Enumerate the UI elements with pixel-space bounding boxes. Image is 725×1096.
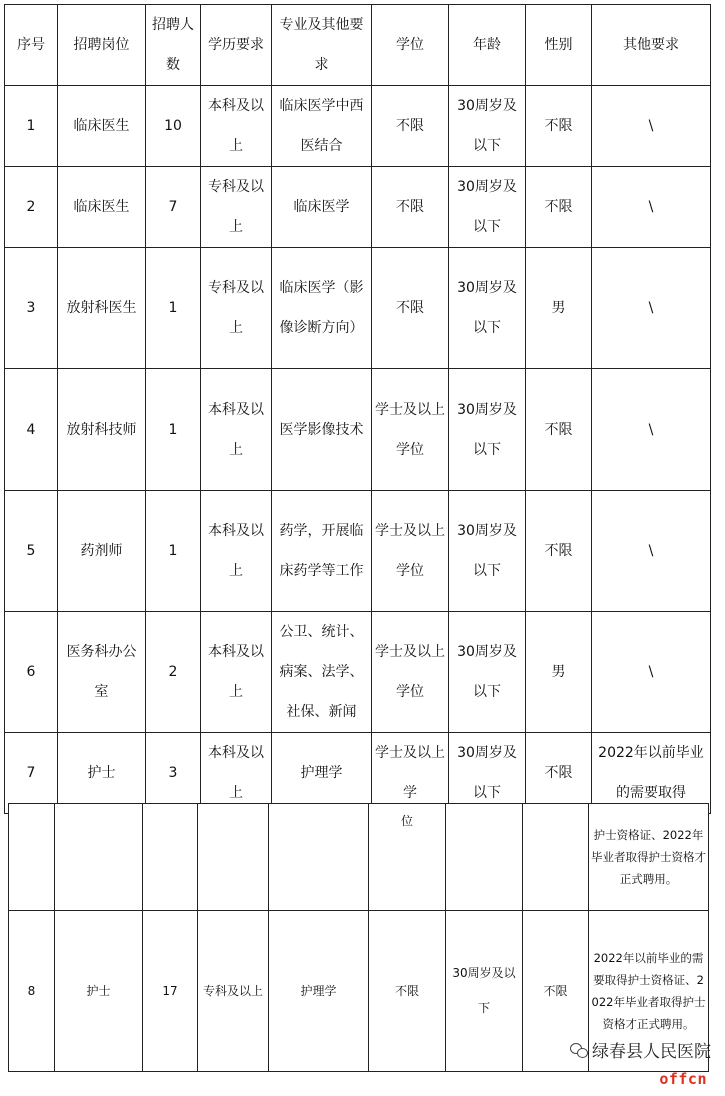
cell-degree-text: 学士及以上学位 (375, 401, 445, 458)
cell-gender (526, 612, 592, 733)
cell-major (272, 612, 372, 733)
table-row (5, 86, 711, 167)
cell-edu-text: 本科及以上 (208, 644, 264, 700)
cell-gender-text: 不限 (544, 118, 573, 134)
cell-major (272, 369, 372, 491)
cell-seq (5, 369, 58, 491)
cell-seq-text: 5 (26, 543, 36, 559)
cell-degree-text: 学士及以上学位 (375, 644, 445, 700)
cell-edu-text: 本科及以上 (208, 98, 264, 154)
cell-other-text: \ (648, 421, 654, 438)
cell-other (592, 369, 711, 491)
cell-gender (526, 167, 592, 248)
cell-seq (9, 911, 55, 1072)
cell-post-text: 药剂师 (80, 543, 123, 559)
header-cell (201, 5, 272, 86)
cell-seq-text: 1 (26, 118, 36, 134)
cell-age (449, 491, 526, 612)
cell-post-text: 护士 (87, 765, 116, 781)
cell-other (592, 491, 711, 612)
cell-degree-text: 不限 (396, 300, 424, 316)
cell-age-text: 30周岁及以下 (457, 523, 517, 579)
header-cell-text: 序号 (17, 37, 45, 53)
cell-num-text: 1 (168, 300, 178, 316)
cell-major (272, 167, 372, 248)
cell-seq-text: 3 (26, 300, 36, 316)
cell-other (592, 612, 711, 733)
cell-post-text: 放射科技师 (66, 421, 137, 438)
cell-gender-text: 不限 (544, 421, 573, 438)
header-cell-text: 学位 (396, 37, 424, 53)
cell-gender-text: 不限 (544, 765, 573, 781)
cell-edu-text: 本科及以上 (208, 401, 264, 458)
cell-edu (201, 167, 272, 248)
cell-other-text: \ (648, 199, 654, 215)
cell-major-text: 临床医学 (293, 199, 350, 215)
cell-edu (201, 86, 272, 167)
cell-post-text: 临床医生 (73, 118, 130, 134)
cell-post-text: 护士 (86, 983, 111, 998)
cell-age (449, 612, 526, 733)
cell-degree-text: 不限 (394, 983, 419, 998)
header-cell (526, 5, 592, 86)
header-cell (449, 5, 526, 86)
cell-post (58, 167, 146, 248)
cell-edu-text: 专科及以上 (202, 983, 263, 998)
cell-degree-text: 不限 (396, 118, 424, 134)
cell-other-text: \ (648, 300, 654, 316)
watermark-text: 绿春县人民医院 (592, 1042, 711, 1062)
cell-other-text: \ (648, 118, 654, 134)
cell-post (58, 369, 146, 491)
header-cell-text: 专业及其他要求 (279, 17, 364, 73)
cell-major-text: 护理学 (300, 983, 337, 998)
cell-gender (526, 491, 592, 612)
cell-seq (5, 491, 58, 612)
table-row (5, 167, 711, 248)
cell-degree (372, 86, 449, 167)
recruitment-table-upper (4, 4, 711, 814)
table-row (5, 369, 711, 491)
cell-post-text: 临床医生 (73, 199, 130, 215)
cell-degree (372, 248, 449, 369)
cell-major (272, 733, 372, 814)
offcn-logo: offcn (659, 1070, 707, 1088)
table-row (5, 612, 711, 733)
cell-seq (5, 612, 58, 733)
cell-post (55, 911, 143, 1072)
cell-edu (201, 248, 272, 369)
cell-num-text: 10 (164, 118, 182, 134)
cell-edu (201, 491, 272, 612)
cell-gender (526, 248, 592, 369)
cell-num-text: 1 (168, 421, 178, 438)
cell-degree (372, 733, 449, 814)
cell-age (449, 86, 526, 167)
cell-num (146, 167, 201, 248)
cell-age-text: 30周岁及以下 (457, 401, 517, 458)
cell-degree-text: 学士及以上学 (375, 745, 445, 801)
cell-edu (198, 804, 269, 911)
cell-seq-text: 6 (26, 664, 36, 680)
cell-other (592, 248, 711, 369)
cell-degree (369, 911, 446, 1072)
cell-degree-text: 位 (400, 814, 413, 828)
cell-degree (372, 612, 449, 733)
cell-degree-text: 不限 (396, 199, 424, 215)
cell-edu-text: 本科及以上 (208, 523, 264, 579)
cell-gender-text: 男 (551, 664, 566, 680)
cell-gender-text: 不限 (544, 199, 573, 215)
header-cell (58, 5, 146, 86)
cell-age (449, 733, 526, 814)
cell-age (446, 911, 523, 1072)
cell-num-text: 7 (168, 199, 178, 215)
table-row (5, 248, 711, 369)
cell-age (449, 167, 526, 248)
cell-major (272, 248, 372, 369)
cell-age-text: 30周岁及以下 (457, 644, 517, 700)
cell-other-text: \ (648, 543, 654, 559)
cell-num-text: 1 (168, 543, 178, 559)
cell-age (449, 369, 526, 491)
cell-major-text: 临床医学中西医结合 (279, 98, 364, 154)
header-cell (146, 5, 201, 86)
cell-age-text: 30周岁及以下 (457, 98, 517, 154)
cell-major (269, 911, 369, 1072)
cell-major (272, 491, 372, 612)
cell-age-text: 30周岁及以下 (457, 179, 517, 235)
table-row (5, 733, 711, 814)
cell-edu (198, 911, 269, 1072)
table-header-row (5, 5, 711, 86)
cell-seq-text: 7 (26, 765, 36, 781)
cell-gender (526, 733, 592, 814)
header-cell (272, 5, 372, 86)
cell-major-text: 公卫、统计、病案、法学、社保、新闻 (279, 624, 364, 720)
watermark (570, 1037, 711, 1062)
header-cell-text: 招聘人数 (152, 17, 194, 73)
header-cell-text: 学历要求 (208, 37, 264, 53)
cell-num (146, 733, 201, 814)
cell-degree (372, 369, 449, 491)
cell-seq-text: 2 (26, 199, 36, 215)
cell-num (146, 491, 201, 612)
cell-post (58, 248, 146, 369)
cell-edu-text: 本科及以上 (208, 745, 264, 801)
cell-age (449, 248, 526, 369)
cell-num (143, 911, 198, 1072)
cell-edu-text: 专科及以上 (208, 280, 264, 336)
cell-seq (5, 167, 58, 248)
cell-post (55, 804, 143, 911)
cell-major-text: 护理学 (300, 765, 343, 781)
cell-degree (372, 491, 449, 612)
cell-seq-text: 8 (27, 983, 36, 998)
cell-other (592, 733, 711, 814)
table-row (5, 491, 711, 612)
cell-gender (526, 369, 592, 491)
cell-num-text: 17 (162, 983, 178, 998)
cell-degree-text: 学士及以上学位 (375, 523, 445, 579)
cell-major-text: 医学影像技术 (279, 421, 364, 438)
header-cell-text: 其他要求 (623, 37, 679, 53)
cell-edu (201, 612, 272, 733)
cell-num (146, 248, 201, 369)
cell-post (58, 491, 146, 612)
cell-age-text: 30周岁及以下 (457, 280, 517, 336)
cell-seq (5, 733, 58, 814)
cell-age (446, 804, 523, 911)
header-cell-text: 性别 (544, 37, 573, 53)
header-cell (5, 5, 58, 86)
cell-age-text: 30周岁及以下 (457, 745, 517, 801)
cell-edu (201, 733, 272, 814)
cell-post (58, 612, 146, 733)
cell-gender (523, 804, 589, 911)
cell-age-text: 30周岁及以下 (452, 966, 516, 1015)
cell-major (272, 86, 372, 167)
cell-post-text: 放射科医生 (66, 300, 137, 316)
cell-gender (526, 86, 592, 167)
cell-gender-text: 不限 (544, 543, 573, 559)
cell-num (143, 804, 198, 911)
header-cell-text: 招聘岗位 (73, 37, 130, 53)
cell-post (58, 733, 146, 814)
cell-gender-text: 男 (551, 300, 566, 316)
cell-num (146, 612, 201, 733)
wechat-icon (570, 1042, 588, 1058)
cell-major (269, 804, 369, 911)
header-cell-text: 年龄 (473, 37, 501, 53)
cell-num (146, 86, 201, 167)
cell-other (592, 167, 711, 248)
cell-other-text: 护士资格证、2022年毕业者取得护士资格才正式聘用。 (591, 828, 706, 886)
cell-gender-text: 不限 (543, 983, 568, 998)
cell-post (58, 86, 146, 167)
cell-num-text: 2 (168, 664, 178, 680)
cell-major-text: 药学，开展临床药学等工作 (279, 523, 364, 579)
cell-edu (201, 369, 272, 491)
cell-degree (369, 804, 446, 911)
cell-edu-text: 专科及以上 (208, 179, 264, 235)
cell-major-text: 临床医学（影像诊断方向） (279, 280, 364, 336)
cell-other-text: 2022年以前毕业的需要取得 (598, 745, 704, 801)
cell-num-text: 3 (168, 765, 178, 781)
cell-other-text: \ (648, 664, 654, 680)
continuation-row (9, 804, 709, 911)
cell-degree (372, 167, 449, 248)
cell-seq-text: 4 (26, 421, 36, 438)
header-cell (592, 5, 711, 86)
cell-other (592, 86, 711, 167)
cell-seq (9, 804, 55, 911)
header-cell (372, 5, 449, 86)
cell-num (146, 369, 201, 491)
cell-post-text: 医务科办公室 (66, 644, 137, 700)
cell-seq (5, 86, 58, 167)
cell-other-text: 2022年以前毕业的需要取得护士资格证、2022年毕业者取得护士资格才正式聘用。 (591, 951, 706, 1031)
recruitment-table-lower (8, 803, 709, 1072)
cell-other (589, 804, 709, 911)
cell-seq (5, 248, 58, 369)
